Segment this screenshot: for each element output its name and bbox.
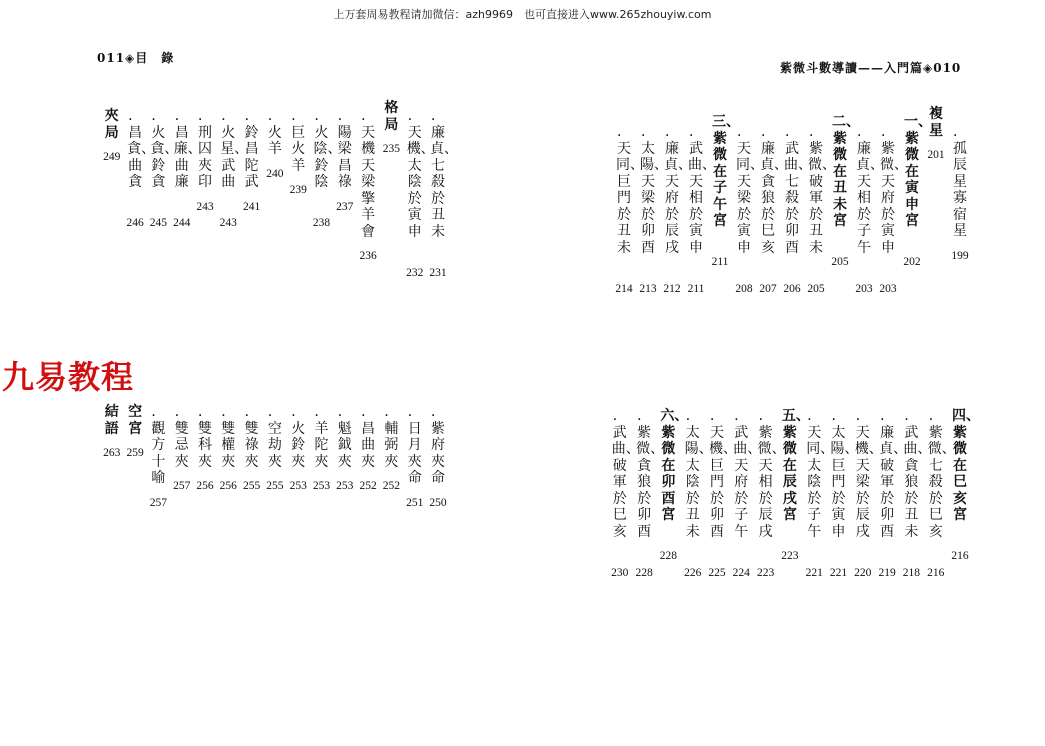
toc-entry: ．火羊	[267, 108, 282, 157]
toc-page-number: 207	[759, 282, 777, 295]
toc-entry: ．天機、太陰於寅申	[406, 108, 435, 240]
toc-entry: ．孤辰星寡宿星	[953, 124, 967, 239]
toc-entry: 夾局	[104, 108, 119, 141]
toc-page-number: 220	[854, 566, 872, 579]
toc-page-number: 221	[805, 566, 823, 579]
toc-entry: ．天機、巨門於卯酉	[709, 408, 737, 540]
page-header-left: 011◈目 錄	[97, 51, 175, 65]
toc-page-number: 212	[663, 282, 681, 295]
toc-page-number: 206	[783, 282, 801, 295]
toc-entry: 四、紫微在巳亥宮	[952, 408, 980, 523]
toc-page-number: 219	[878, 566, 896, 579]
toc-page-number: 232	[406, 266, 424, 279]
toc-entry: ．太陽、太陰於丑未	[684, 408, 713, 540]
toc-entry: ．日月夾命	[407, 404, 422, 486]
toc-page-number: 255	[266, 480, 284, 492]
toc-entry: ．昌曲夾	[361, 404, 376, 470]
toc-page-number: 240	[266, 167, 284, 180]
toc-page-number: 205	[807, 282, 825, 295]
toc-page-number: 216	[927, 566, 945, 579]
toc-entry: ．火星、武曲	[220, 108, 249, 190]
toc-page-number: 203	[879, 282, 897, 295]
toc-entry: ．廉貞、破軍於卯酉	[879, 408, 908, 540]
toc-page-number: 245	[149, 217, 168, 229]
toc-page-number: 256	[219, 480, 237, 492]
toc-entry: ．紫微、貪狼於卯酉	[636, 408, 665, 540]
toc-entry: 格局	[384, 100, 399, 133]
toc-entry: ．廉貞、天府於辰戌	[664, 124, 692, 256]
toc-page-number: 244	[173, 217, 191, 229]
toc-page-number: 259	[126, 447, 144, 459]
toc-entry: ．雙權夾	[221, 404, 236, 470]
toc-page-number: 226	[684, 566, 702, 579]
toc-page-number: 213	[639, 282, 657, 295]
toc-page-number: 221	[829, 566, 848, 579]
toc-entry: ．雙科夾	[198, 404, 212, 470]
toc-page-number: 249	[103, 151, 121, 163]
toc-entry: 三、紫微在子午宮	[712, 114, 740, 229]
toc-page-number: 243	[219, 217, 237, 229]
toc-page-number: 238	[312, 217, 331, 229]
toc-page-number: 236	[359, 250, 377, 262]
toc-entry: ．紫微、七殺於巳亥	[927, 408, 956, 540]
toc-entry: ．魁鉞夾	[337, 404, 352, 470]
toc-page-number: 223	[781, 550, 799, 562]
toc-page-number: 203	[855, 282, 873, 295]
toc-page-number: 252	[359, 480, 377, 492]
toc-page-number: 237	[336, 200, 354, 213]
toc-entry: 六、紫微在卯酉宮	[660, 408, 689, 523]
toc-page-number: 255	[242, 480, 261, 492]
toc-entry: ．雙祿夾	[244, 404, 259, 470]
toc-entry: ．武曲、天府於子午	[733, 408, 762, 540]
toc-page-number: 201	[927, 149, 945, 161]
toc-entry: ．巨火羊	[291, 108, 306, 174]
toc-entry: ．武曲、七殺於卯酉	[784, 124, 812, 256]
toc-page-number: 253	[289, 480, 307, 492]
toc-entry: ．天同、巨門於丑未	[616, 124, 644, 256]
toc-entry: ．火陰、鈴陰	[313, 108, 342, 190]
toc-entry: ．昌貪、曲貪	[127, 108, 156, 190]
toc-entry: ．空劫夾	[267, 404, 282, 470]
toc-page-number: 256	[196, 480, 214, 492]
toc-page-number: 202	[903, 256, 921, 268]
toc-entry: ．鈴昌陀武	[244, 108, 259, 190]
toc-entry: ．廉貞、天相於子午	[856, 124, 884, 256]
toc-page-number: 246	[126, 217, 144, 229]
toc-page-number: 216	[951, 550, 969, 562]
toc-page-number: 263	[103, 447, 121, 459]
toc-page-number: 211	[687, 282, 705, 295]
toc-entry: ．輔弼夾	[384, 404, 399, 470]
toc-entry: ．紫微、天府於寅申	[880, 124, 908, 256]
toc-page-number: 235	[382, 143, 401, 155]
toc-page-number: 257	[149, 496, 168, 509]
toc-entry: 空宮	[128, 404, 143, 437]
toc-page-number: 214	[615, 282, 633, 295]
toc-page-number: 228	[635, 566, 653, 579]
toc-page-number: 223	[756, 566, 775, 579]
toc-page-number: 251	[406, 496, 424, 509]
toc-entry: ．太陽、天梁於卯酉	[640, 124, 668, 256]
toc-page-number: 257	[173, 480, 191, 492]
toc-entry: ．武曲、貪狼於丑未	[903, 408, 932, 540]
toc-entry: 結語	[104, 404, 119, 437]
toc-entry: ．紫微、天相於辰戌	[757, 408, 786, 540]
toc-entry: ．廉貞、七殺於丑未	[430, 108, 458, 240]
toc-entry: ．陽梁昌祿	[337, 108, 352, 190]
toc-page-number: 211	[711, 256, 729, 268]
toc-entry: ．昌廉、曲廉	[173, 108, 202, 190]
toc-entry: ．天同、天梁於寅申	[736, 124, 764, 256]
toc-entry: ．紫府夾命	[431, 404, 445, 486]
toc-entry: ．廉貞、貪狼於巳亥	[760, 124, 788, 256]
watermark-logo: 九易教程	[2, 358, 135, 396]
toc-page-number: 218	[902, 566, 921, 579]
toc-page-number: 208	[735, 282, 753, 295]
toc-page-number: 224	[732, 566, 750, 579]
page-header-right: 紫微斗數導讀——入門篇◈010	[780, 61, 962, 75]
toc-entry: ．刑囚夾印	[198, 108, 212, 190]
toc-page-number: 250	[429, 496, 447, 509]
toc-page-number: 253	[312, 480, 331, 492]
toc-entry: ．羊陀夾	[314, 404, 329, 470]
toc-entry: 五、紫微在辰戌宮	[781, 408, 810, 523]
toc-entry: ．雙忌夾	[174, 404, 189, 470]
toc-page-number: 230	[611, 566, 629, 579]
toc-page-number: 243	[196, 200, 214, 213]
toc-page-number: 239	[289, 184, 307, 196]
toc-entry: ．武曲、天相於寅申	[688, 124, 716, 256]
toc-entry: ．天同、太陰於子午	[806, 408, 835, 540]
toc-entry: 二、紫微在丑未宮	[832, 114, 860, 229]
toc-entry: ．火鈴夾	[291, 404, 306, 470]
toc-entry: 複星	[929, 106, 943, 139]
toc-page-number: 228	[659, 550, 678, 562]
toc-entry: ．觀方十喻	[151, 404, 166, 486]
toc-entry: ．武曲、破軍於巳亥	[611, 408, 640, 540]
toc-entry: ．紫微、破軍於丑未	[808, 124, 836, 256]
toc-page-number: 231	[429, 266, 447, 279]
toc-page-number: 199	[951, 249, 969, 262]
top-banner: 上万套周易教程请加微信：azh9969 也可直接进入www.265zhouyiw.com	[333, 8, 712, 21]
toc-page-number: 252	[382, 480, 401, 492]
toc-page-number: 253	[336, 480, 354, 492]
toc-entry: ．太陽、巨門於寅申	[830, 408, 859, 540]
toc-page-number: 241	[242, 200, 261, 213]
toc-entry: ．天機天梁擎羊會	[361, 108, 376, 240]
toc-page-number: 205	[831, 256, 849, 268]
toc-page-number: 225	[708, 566, 726, 579]
toc-entry: ．火貪、鈴貪	[150, 108, 179, 190]
toc-entry: ．天機、天梁於辰戌	[854, 408, 883, 540]
toc-entry: 一、紫微在寅申宮	[904, 114, 932, 229]
